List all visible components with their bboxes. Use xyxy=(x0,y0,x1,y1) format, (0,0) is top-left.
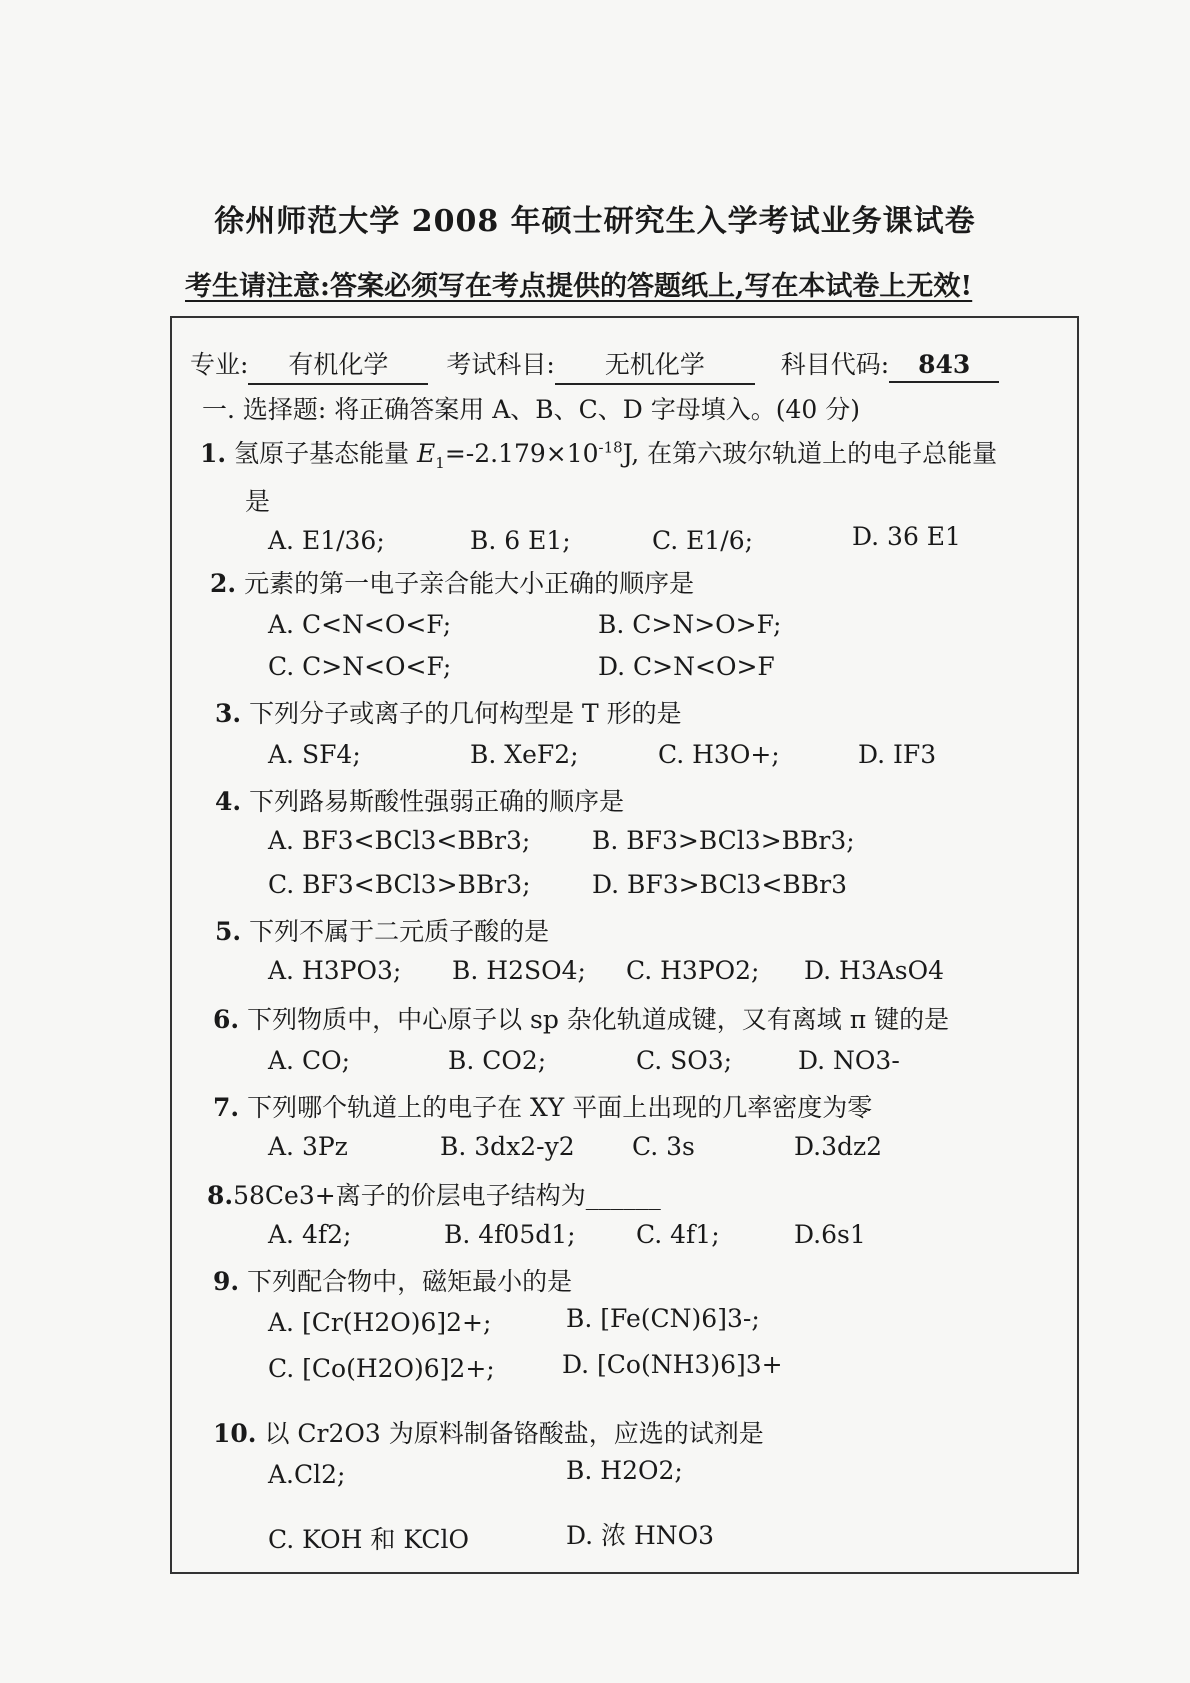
stem-tail: J, 在第六玻尔轨道上的电子总能量 xyxy=(622,439,998,468)
question-number: 8. xyxy=(207,1181,234,1210)
option-c: C. 3s xyxy=(632,1132,695,1161)
option-b: B. H2SO4; xyxy=(452,956,586,985)
option-a: A. [Cr(H2O)6]2+; xyxy=(268,1308,492,1337)
option-a: A. E1/36; xyxy=(268,526,385,555)
option-d: D. [Co(NH3)6]3+ xyxy=(562,1350,783,1379)
question-5 xyxy=(215,912,549,948)
question-1 xyxy=(200,434,997,472)
option-b: B. CO2; xyxy=(448,1046,547,1075)
question-4 xyxy=(215,782,624,818)
option-b: B. 6 E1; xyxy=(470,526,571,555)
major-value: 有机化学 xyxy=(248,345,428,385)
question-stem: 下列分子或离子的几何构型是 T 形的是 xyxy=(249,699,682,728)
option-b: B. BF3>BCl3>BBr3; xyxy=(592,826,855,855)
question-3 xyxy=(215,694,682,730)
option-d: D. 浓 HNO3 xyxy=(566,1521,715,1550)
question-6 xyxy=(213,1000,949,1036)
question-8 xyxy=(207,1176,661,1212)
question-1-continued: 是 xyxy=(245,487,271,516)
option-b: B. 4f05d1; xyxy=(444,1220,576,1249)
option-a: A. H3PO3; xyxy=(268,956,402,985)
option-a: A. 3Pz xyxy=(268,1132,348,1161)
question-number: 9. xyxy=(213,1267,240,1296)
subject-label: 考试科目: xyxy=(446,350,555,379)
option-d: D. H3AsO4 xyxy=(804,956,945,985)
exam-notice: 考生请注意:答案必须写在考点提供的答题纸上,写在本试卷上无效! xyxy=(185,271,973,302)
question-stem: 氢原子基态能量 xyxy=(234,439,418,468)
question-stem: 以 Cr2O3 为原料制备铬酸盐，应选的试剂是 xyxy=(264,1419,764,1448)
option-c: C. C>N<O<F; xyxy=(268,652,452,681)
option-c: C. [Co(H2O)6]2+; xyxy=(268,1354,495,1383)
option-c: C. H3PO2; xyxy=(626,956,760,985)
question-stem: 下列物质中，中心原子以 sp 杂化轨道成键，又有离域 π 键的是 xyxy=(247,1005,950,1034)
option-d: D. IF3 xyxy=(858,740,937,769)
option-a: A. BF3<BCl3<BBr3; xyxy=(268,826,531,855)
option-d: D. 36 E1 xyxy=(852,522,961,551)
option-b: B. C>N>O>F; xyxy=(598,610,782,639)
option-c: C. BF3<BCl3>BBr3; xyxy=(268,870,531,899)
stem-value: =-2.179×10 xyxy=(444,439,599,468)
question-2 xyxy=(210,564,694,600)
major-label: 专业: xyxy=(190,350,249,379)
question-9 xyxy=(213,1262,572,1298)
option-d: D. BF3>BCl3<BBr3 xyxy=(592,870,848,899)
question-stem: 下列不属于二元质子酸的是 xyxy=(249,917,550,946)
question-stem: 元素的第一电子亲合能大小正确的顺序是 xyxy=(244,569,695,598)
question-number: 2. xyxy=(210,569,237,598)
question-number: 3. xyxy=(215,699,242,728)
option-b: B. [Fe(CN)6]3-; xyxy=(566,1304,760,1333)
question-number: 6. xyxy=(213,1005,240,1034)
option-b: B. XeF2; xyxy=(470,740,579,769)
exam-title: 徐州师范大学 2008 年硕士研究生入学考试业务课试卷 xyxy=(214,204,976,239)
stem-exponent: -18 xyxy=(598,438,623,457)
question-number: 4. xyxy=(215,787,242,816)
option-d: D. C>N<O>F xyxy=(598,652,775,681)
section-title: 一. 选择题: 将正确答案用 A、B、C、D 字母填入。(40 分) xyxy=(202,395,861,424)
code-value: 843 xyxy=(889,350,999,383)
question-10 xyxy=(213,1414,764,1450)
option-c: C. E1/6; xyxy=(652,526,754,555)
stem-symbol: E xyxy=(417,439,436,468)
option-a: A. SF4; xyxy=(268,740,361,769)
question-number: 1. xyxy=(200,439,227,468)
option-c: C. H3O+; xyxy=(658,740,780,769)
option-a: A. C<N<O<F; xyxy=(268,610,452,639)
question-stem: 下列配合物中，磁矩最小的是 xyxy=(247,1267,573,1296)
question-stem: 下列路易斯酸性强弱正确的顺序是 xyxy=(249,787,625,816)
question-stem: 58Ce3+离子的价层电子结构为______ xyxy=(233,1181,661,1210)
subject-value: 无机化学 xyxy=(555,345,755,385)
option-d: D.3dz2 xyxy=(794,1132,883,1161)
option-b: B. H2O2; xyxy=(566,1456,683,1485)
question-7 xyxy=(213,1088,872,1124)
code-label: 科目代码: xyxy=(780,350,890,379)
stem-subscript: 1 xyxy=(435,454,445,472)
option-a: A. 4f2; xyxy=(268,1220,352,1249)
option-b: B. 3dx2-y2 xyxy=(440,1132,575,1161)
question-stem: 下列哪个轨道上的电子在 XY 平面上出现的几率密度为零 xyxy=(247,1093,873,1122)
option-d: D. NO3- xyxy=(798,1046,900,1075)
option-c: C. 4f1; xyxy=(636,1220,720,1249)
exam-header xyxy=(190,345,999,385)
option-c: C. KOH 和 KClO xyxy=(268,1525,469,1554)
option-d: D.6s1 xyxy=(794,1220,866,1249)
question-number: 5. xyxy=(215,917,242,946)
question-number: 10. xyxy=(213,1419,257,1448)
option-a: A.Cl2; xyxy=(268,1460,346,1489)
option-a: A. CO; xyxy=(268,1046,350,1075)
question-number: 7. xyxy=(213,1093,240,1122)
option-c: C. SO3; xyxy=(636,1046,733,1075)
